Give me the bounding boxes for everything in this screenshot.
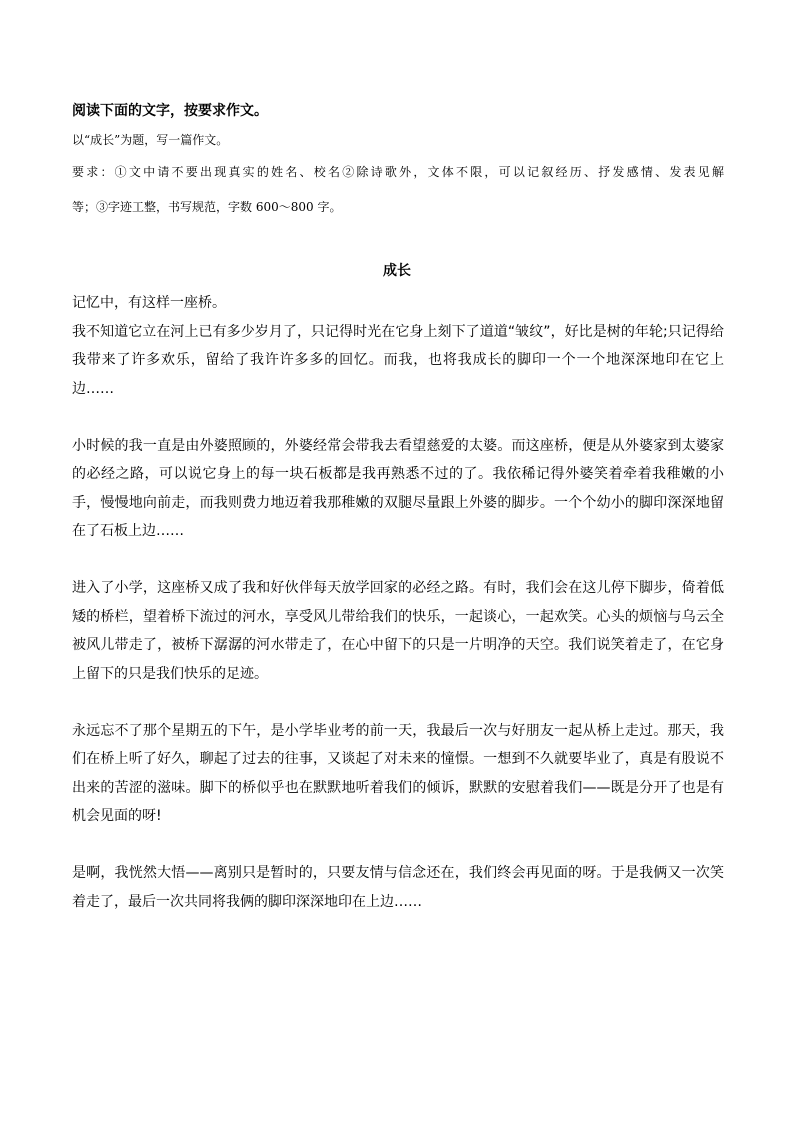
essay-paragraph: 记忆中，有这样一座桥。 — [72, 295, 226, 311]
essay-paragraph: 永远忘不了那个星期五的下午，是小学毕业考的前一天，我最后一次与好朋友一起从桥上走过。那天，我们在桥上听了好久，聊起了过去的往事，又谈起了对未来的憧憬。一想到不久就要毕业了，真是有股说不出来的苦涩的滋味。脚下的桥似乎也在默默地听着我们的倾诉，默默的安慰着我们——既是分开了也是有机会见面的呀! — [72, 722, 724, 824]
requirements-line-1: 要求：①文中请不要出现真实的姓名、校名②除诗歌外，文体不限，可以记叙经历、抒发感情、发表见解 — [72, 165, 724, 179]
essay-paragraph: 是啊，我恍然大悟——离别只是暂时的，只要友情与信念还在，我们终会再见面的呀。于是我俩又一次笑着走了，最后一次共同将我俩的脚印深深地印在上边…… — [72, 865, 724, 910]
essay-task: 以“成长”为题，写一篇作文。 — [72, 133, 229, 147]
instruction-heading: 阅读下面的文字，按要求作文。 — [72, 103, 268, 119]
requirements-line-2: 等；③字迹工整，书写规范，字数 600～800 字。 — [72, 200, 342, 214]
essay-paragraph: 小时候的我一直是由外婆照顾的，外婆经常会带我去看望慈爱的太婆。而这座桥，便是从外婆家到太婆家的必经之路，可以说它身上的每一块石板都是我再熟悉不过的了。我依稀记得外婆笑着牵着我稚嫩的小手，慢慢地向前走，而我则费力地迈着我那稚嫩的双腿尽量跟上外婆的脚步。一个个幼小的脚印深深地留在了石板上边…… — [72, 437, 724, 539]
essay-title: 成长 — [383, 263, 411, 279]
essay-paragraph: 我不知道它立在河上已有多少岁月了，只记得时光在它身上刻下了道道“皱纹”，好比是树的年轮;只记得给我带来了许多欢乐，留给了我许许多多的回忆。而我，也将我成长的脚印一个一个地深深地印在它上边…… — [72, 323, 724, 397]
essay-paragraph: 进入了小学，这座桥又成了我和好伙伴每天放学回家的必经之路。有时，我们会在这儿停下脚步，倚着低矮的桥栏，望着桥下流过的河水，享受风儿带给我们的快乐，一起谈心，一起欢笑。心头的烦恼与乌云全被风儿带走了，被桥下潺潺的河水带走了，在心中留下的只是一片明净的天空。我们说笑着走了，在它身上留下的只是我们快乐的足迹。 — [72, 580, 724, 682]
essay-body — [72, 289, 724, 916]
